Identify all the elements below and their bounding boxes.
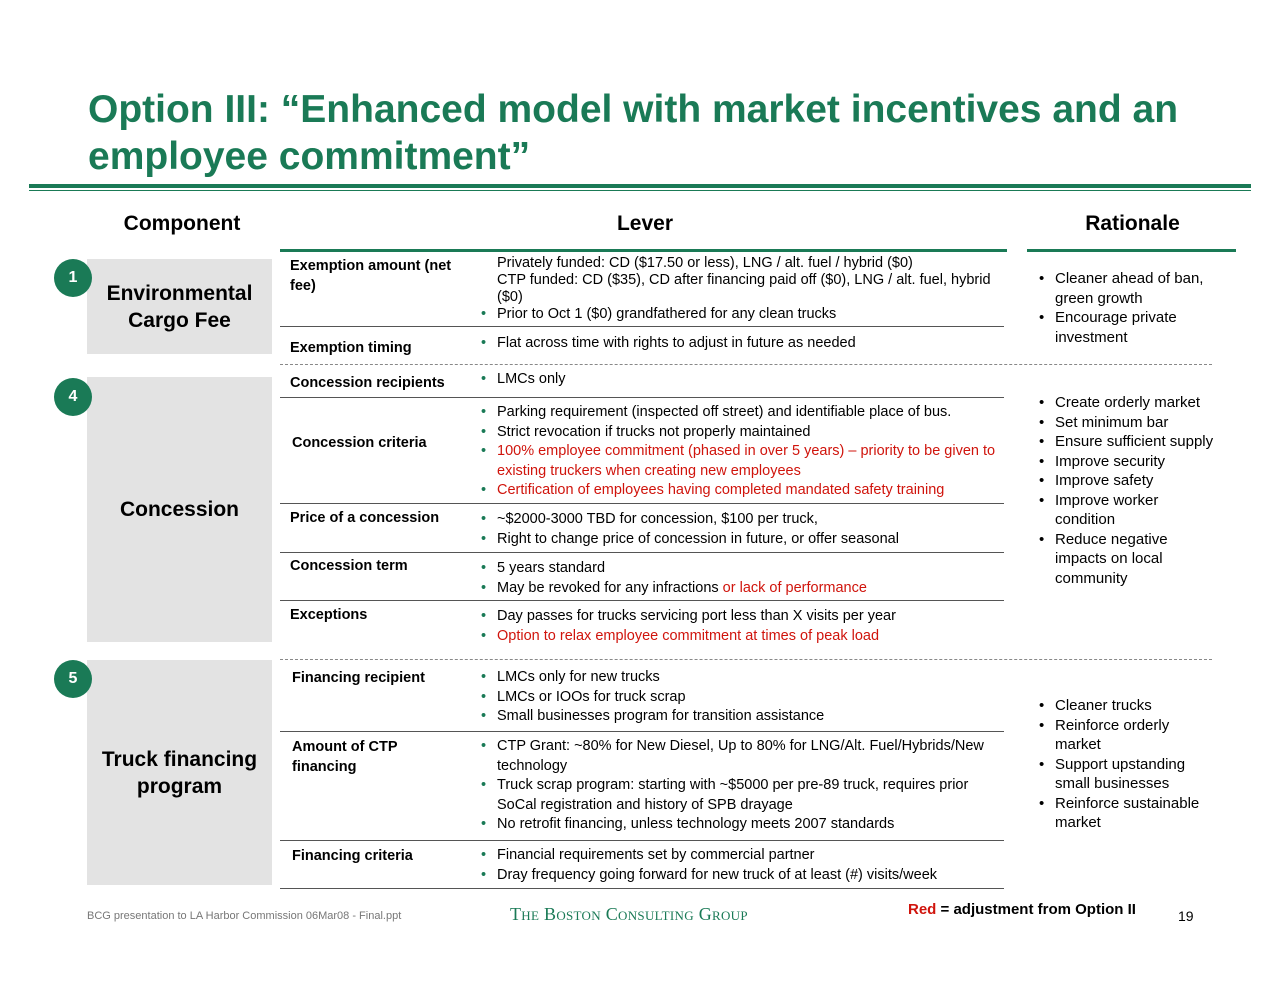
rationale-item: • Cleaner ahead of ban, green growth xyxy=(1039,269,1219,308)
lever-item xyxy=(481,370,1006,390)
footer-filename: BCG presentation to LA Harbor Commission 06Mar08 - Final.ppt xyxy=(87,910,402,922)
bcg-logo: The Boston Consulting Group xyxy=(510,904,748,924)
rationale-list xyxy=(1039,696,1219,833)
lever-header-rule xyxy=(280,249,1007,252)
lever-item-text: LMCs only for new trucks xyxy=(497,669,660,685)
row-separator xyxy=(280,888,1004,889)
red-legend xyxy=(908,901,1136,918)
lever-item-text: Privately funded: CD ($17.50 or less), LNG / alt. fuel / hybrid ($0) xyxy=(497,255,913,271)
lever-label: Exemption amount (net fee) xyxy=(290,258,452,294)
rationale-header-rule xyxy=(1027,249,1236,252)
lever-item xyxy=(481,815,1006,835)
rationale-item: • Encourage private investment xyxy=(1039,308,1219,347)
lever-item-text: 100% employee commitment (phased in over 5 years) – priority to be given to existing truckers when creating new employees xyxy=(497,443,996,479)
lever-label: Financing recipient xyxy=(292,670,425,686)
lever-item xyxy=(481,306,1006,323)
rationale-item: • Improve security xyxy=(1039,452,1219,472)
rationale-item: • Set minimum bar xyxy=(1039,413,1219,433)
component-label: Truck financing program xyxy=(101,747,258,798)
lever-label: Price of a concession xyxy=(290,510,440,526)
lever-label: Exemption timing xyxy=(290,340,412,356)
rationale-item: • Improve safety xyxy=(1039,471,1219,491)
page-number: 19 xyxy=(1178,908,1194,924)
lever-item-text: Option to relax employee commitment at times of peak load xyxy=(497,627,880,644)
lever-item-text: LMCs only xyxy=(497,371,566,387)
rationale-item: • Improve worker condition xyxy=(1039,491,1219,530)
lever-item-text: Right to change price of concession in future, or offer seasonal xyxy=(497,530,899,547)
lever-item xyxy=(481,403,1006,423)
component-truck-financing xyxy=(87,660,272,885)
lever-item xyxy=(481,688,1006,708)
lever-items xyxy=(481,668,1006,727)
lever-item xyxy=(481,627,1006,647)
rationale-item: • Ensure sufficient supply xyxy=(1039,432,1219,452)
lever-item-text: May be revoked for any infractions xyxy=(497,579,723,596)
lever-label: Concession criteria xyxy=(292,435,427,451)
lever-items xyxy=(481,559,1006,598)
page-title: Option III: “Enhanced model with market incentives and an employee commitment” xyxy=(88,88,1179,178)
lever-item xyxy=(481,579,1006,599)
row-separator xyxy=(280,397,1004,398)
component-environmental-cargo-fee xyxy=(87,259,272,354)
lever-item-text: CTP Grant: ~80% for New Diesel, Up to 80% for LNG/Alt. Fuel/Hybrids/New technology xyxy=(497,738,984,774)
lever-item-red-text: or lack of performance xyxy=(722,579,867,596)
lever-item-text: Certification of employees having completed mandated safety training xyxy=(497,482,945,498)
component-label: Environmental Cargo Fee xyxy=(106,281,253,332)
lever-items xyxy=(481,403,1006,501)
title-divider xyxy=(29,184,1251,188)
lever-item-text: Strict revocation if trucks not properly maintained xyxy=(497,423,811,440)
rationale-item: • Cleaner trucks xyxy=(1039,696,1219,716)
lever-items xyxy=(481,846,1006,885)
lever-item xyxy=(481,866,1006,886)
lever-label: Concession recipients xyxy=(290,375,445,391)
row-separator xyxy=(280,326,1004,327)
header-component: Component xyxy=(123,212,241,235)
lever-item xyxy=(481,442,1006,481)
component-badge: 1 xyxy=(54,259,92,297)
lever-items xyxy=(481,607,1006,646)
legend-text: = adjustment from Option II xyxy=(936,901,1136,918)
lever-item xyxy=(481,255,1006,272)
lever-item-text: Day passes for trucks servicing port less than X visits per year xyxy=(497,608,896,624)
component-badge: 4 xyxy=(54,378,92,416)
lever-item xyxy=(481,510,1006,530)
component-badge: 5 xyxy=(54,660,92,698)
lever-label: Exceptions xyxy=(290,607,368,623)
row-separator xyxy=(280,503,1004,504)
rationale-item: • Support upstanding small businesses xyxy=(1039,755,1219,794)
lever-items xyxy=(481,255,1006,323)
lever-item-text: Small businesses program for transition assistance xyxy=(497,708,825,724)
lever-item xyxy=(481,607,1006,627)
lever-items xyxy=(481,737,1006,835)
lever-label: Amount of CTP financing xyxy=(292,739,398,775)
lever-label: Concession term xyxy=(290,558,408,574)
lever-item xyxy=(481,707,1006,727)
row-separator xyxy=(280,840,1004,841)
header-rationale: Rationale xyxy=(1085,212,1180,235)
lever-item xyxy=(481,423,1006,443)
rationale-list xyxy=(1039,269,1219,347)
lever-items xyxy=(481,370,1006,390)
row-separator xyxy=(280,600,1004,601)
lever-item xyxy=(481,668,1006,688)
legend-red-word: Red xyxy=(908,901,937,918)
lever-item xyxy=(481,334,1006,354)
lever-item-text: Prior to Oct 1 ($0) grandfathered for any clean trucks xyxy=(497,306,837,322)
header-lever: Lever xyxy=(616,212,674,235)
title-divider-thin xyxy=(29,190,1251,191)
section-divider xyxy=(280,659,1212,660)
lever-item-text: No retrofit financing, unless technology meets 2007 standards xyxy=(497,816,895,832)
lever-items xyxy=(481,334,1006,354)
section-divider xyxy=(280,364,1212,365)
rationale-list xyxy=(1039,393,1219,588)
row-separator xyxy=(280,731,1004,732)
lever-item xyxy=(481,481,1006,501)
lever-item xyxy=(481,737,1006,776)
lever-item-text: ~$2000-3000 TBD for concession, $100 per truck, xyxy=(497,511,818,527)
lever-item-text: Dray frequency going forward for new truck of at least (#) visits/week xyxy=(497,866,938,883)
row-separator xyxy=(280,552,1004,553)
lever-item xyxy=(481,272,1006,306)
lever-item-text: 5 years standard xyxy=(497,560,606,576)
lever-item xyxy=(481,776,1006,815)
rationale-item: • Reduce negative impacts on local community xyxy=(1039,530,1219,589)
rationale-item: • Create orderly market xyxy=(1039,393,1219,413)
lever-item-text: Flat across time with rights to adjust in future as needed xyxy=(497,335,856,351)
lever-item-text: CTP funded: CD ($35), CD after financing paid off ($0), LNG / alt. fuel, hybrid ($0) xyxy=(497,272,991,305)
component-concession xyxy=(87,377,272,642)
rationale-item: • Reinforce sustainable market xyxy=(1039,794,1219,833)
lever-item-text: Truck scrap program: starting with ~$5000 per pre-89 truck, requires prior SoCal registration and history of SPB drayage xyxy=(497,777,969,813)
lever-item-text: Financial requirements set by commercial partner xyxy=(497,847,815,863)
lever-item-text: Parking requirement (inspected off street) and identifiable place of bus. xyxy=(497,404,952,420)
lever-label: Financing criteria xyxy=(292,848,413,864)
lever-items xyxy=(481,510,1006,549)
component-label: Concession xyxy=(119,498,240,521)
lever-item-text: LMCs or IOOs for truck scrap xyxy=(497,688,686,705)
rationale-item: • Reinforce orderly market xyxy=(1039,716,1219,755)
lever-item xyxy=(481,530,1006,550)
lever-item xyxy=(481,559,1006,579)
lever-item xyxy=(481,846,1006,866)
